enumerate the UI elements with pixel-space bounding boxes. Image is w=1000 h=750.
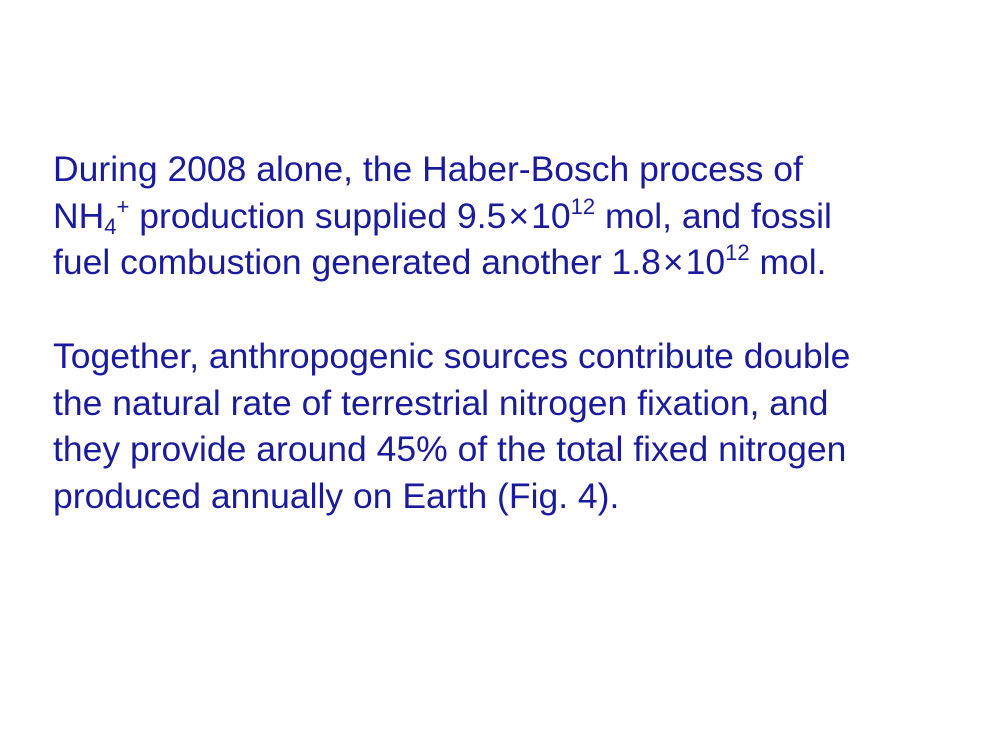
- text-line: During 2008 alone, the Haber-Bosch process of: [53, 149, 803, 189]
- text-line: the natural rate of terrestrial nitrogen fixation, and: [53, 382, 829, 423]
- text-segment: fuel combustion generated another 1.8: [53, 242, 661, 282]
- power-base: 10: [685, 242, 726, 282]
- power-exponent: 12: [570, 193, 596, 219]
- paragraph-anthropogenic: [53, 333, 850, 519]
- times-sign: ×: [662, 242, 684, 282]
- times-sign: ×: [508, 195, 530, 236]
- text-segment: mol.: [749, 242, 827, 282]
- power-base: 10: [531, 195, 571, 236]
- power-exponent: 12: [725, 240, 750, 265]
- text-line: [53, 239, 832, 286]
- text-segment: mol, and fossil: [595, 195, 832, 236]
- text-line: they provide around 45% of the total fixed nitrogen: [53, 429, 847, 469]
- text-line: [53, 193, 832, 240]
- formula-subscript: 4: [104, 213, 117, 239]
- text-line: produced annually on Earth (Fig. 4).: [53, 475, 620, 516]
- text-line: Together, anthropogenic sources contribute double: [53, 336, 851, 376]
- formula-base: NH: [53, 195, 105, 236]
- paragraph-haber-bosch: [53, 146, 832, 286]
- text-segment: production supplied 9.5: [129, 195, 507, 236]
- formula-superscript: +: [116, 193, 130, 219]
